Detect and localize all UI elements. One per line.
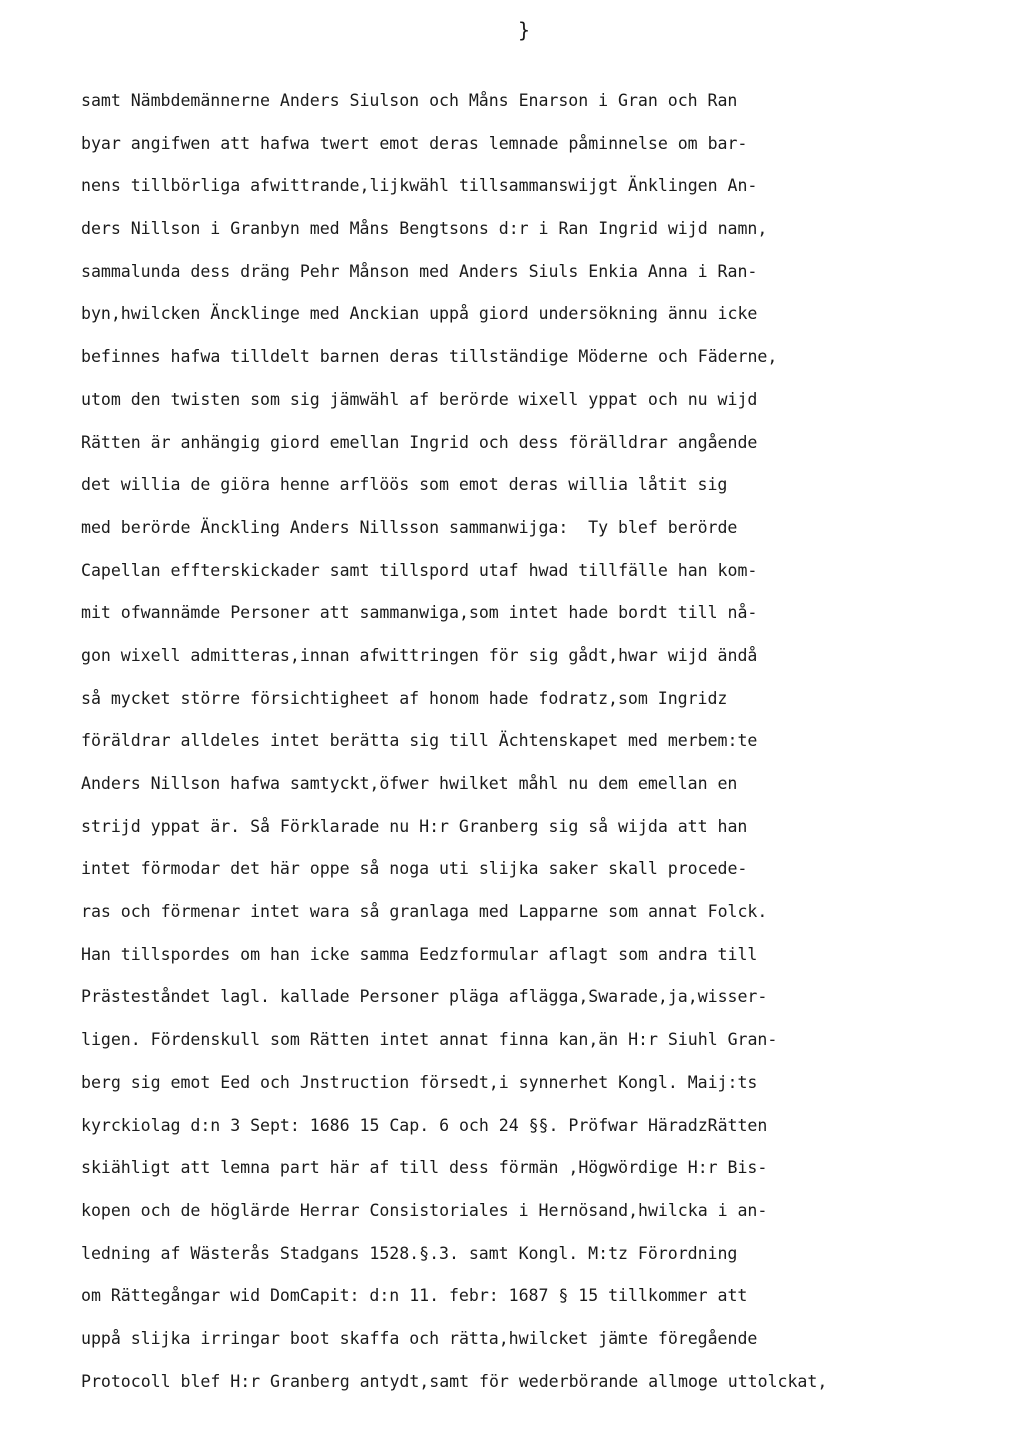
text-line: samt Nämbdemännerne Anders Siulson och Måns Enarson i Gran och Ran bbox=[81, 91, 738, 110]
text-line: gon wixell admitteras,innan afwittringen för sig gådt,hwar wijd ändå bbox=[81, 645, 758, 665]
text-line: ras och förmenar intet wara så granlaga med Lapparne som annat Folck. bbox=[81, 902, 768, 922]
text-line: intet förmodar det här oppe så noga uti slijka saker skall procede- bbox=[81, 859, 748, 879]
text-line: Capellan effterskickader samt tillspord utaf hwad tillfälle han kom- bbox=[81, 560, 758, 580]
text-line: om Rättegångar wid DomCapit: d:n 11. febr: 1687 § 15 tillkommer att bbox=[81, 1286, 748, 1306]
text-line: berg sig emot Eed och Jnstruction försedt,i synnerhet Kongl. Maij:ts bbox=[81, 1072, 758, 1092]
page-mark: } bbox=[518, 18, 531, 42]
text-line: ledning af Wästerås Stadgans 1528.§.3. samt Kongl. M:tz Förordning bbox=[81, 1243, 738, 1263]
text-line: uppå slijka irringar boot skaffa och rätta,hwilcket jämte föregående bbox=[81, 1328, 758, 1348]
text-line: byn,hwilcken Äncklinge med Anckian uppå giord undersökning ännu icke bbox=[81, 304, 758, 324]
text-line: så mycket större försichtigheet af honom hade fodratz,som Ingridz bbox=[81, 688, 728, 708]
text-line: föräldrar alldeles intet berätta sig till Ächtenskapet med merbem:te bbox=[81, 731, 758, 751]
text-line: befinnes hafwa tilldelt barnen deras tillständige Möderne och Fäderne, bbox=[81, 347, 778, 367]
text-line: nens tillbörliga afwittrande,lijkwähl tillsammanswijgt Änklingen An- bbox=[81, 176, 758, 196]
text-line: ders Nillson i Granbyn med Måns Bengtsons d:r i Ran Ingrid wijd namn, bbox=[81, 219, 768, 239]
text-line: Han tillspordes om han icke samma Eedzformular aflagt som andra till bbox=[81, 944, 758, 964]
text-line: Anders Nillson hafwa samtyckt,öfwer hwilket måhl nu dem emellan en bbox=[81, 774, 738, 793]
text-line: ligen. Fördenskull som Rätten intet annat finna kan,än H:r Siuhl Gran- bbox=[81, 1030, 778, 1050]
text-line: mit ofwannämde Personer att sammanwiga,som intet hade bordt till nå- bbox=[81, 603, 758, 623]
text-line: skiähligt att lemna part här af till dess förmän ,Högwördige H:r Bis- bbox=[81, 1158, 768, 1178]
text-line: strijd yppat är. Så Förklarade nu H:r Granberg sig så wijda att han bbox=[81, 816, 748, 836]
text-line: Protocoll blef H:r Granberg antydt,samt för wederbörande allmoge uttolckat, bbox=[81, 1371, 828, 1391]
text-line: byar angifwen att hafwa twert emot deras lemnade påminnelse om bar- bbox=[81, 133, 748, 153]
text-line: kopen och de höglärde Herrar Consistoriales i Hernösand,hwilcka i an- bbox=[81, 1200, 768, 1220]
text-line: Prästeståndet lagl. kallade Personer pläga aflägga,Swarade,ja,wisser- bbox=[81, 987, 768, 1007]
text-line: utom den twisten som sig jämwähl af berörde wixell yppat och nu wijd bbox=[81, 389, 758, 409]
text-line: med berörde Änckling Anders Nillsson sammanwijga: Ty blef berörde bbox=[81, 517, 738, 537]
text-line: Rätten är anhängig giord emellan Ingrid och dess förälldrar angående bbox=[81, 432, 758, 452]
document-body bbox=[81, 80, 1021, 1403]
text-line: det willia de giöra henne arflöös som emot deras willia låtit sig bbox=[81, 475, 728, 495]
text-line: kyrckiolag d:n 3 Sept: 1686 15 Cap. 6 och 24 §§. Pröfwar HäradzRätten bbox=[81, 1115, 768, 1135]
text-line: sammalunda dess dräng Pehr Månson med Anders Siuls Enkia Anna i Ran- bbox=[81, 261, 758, 281]
